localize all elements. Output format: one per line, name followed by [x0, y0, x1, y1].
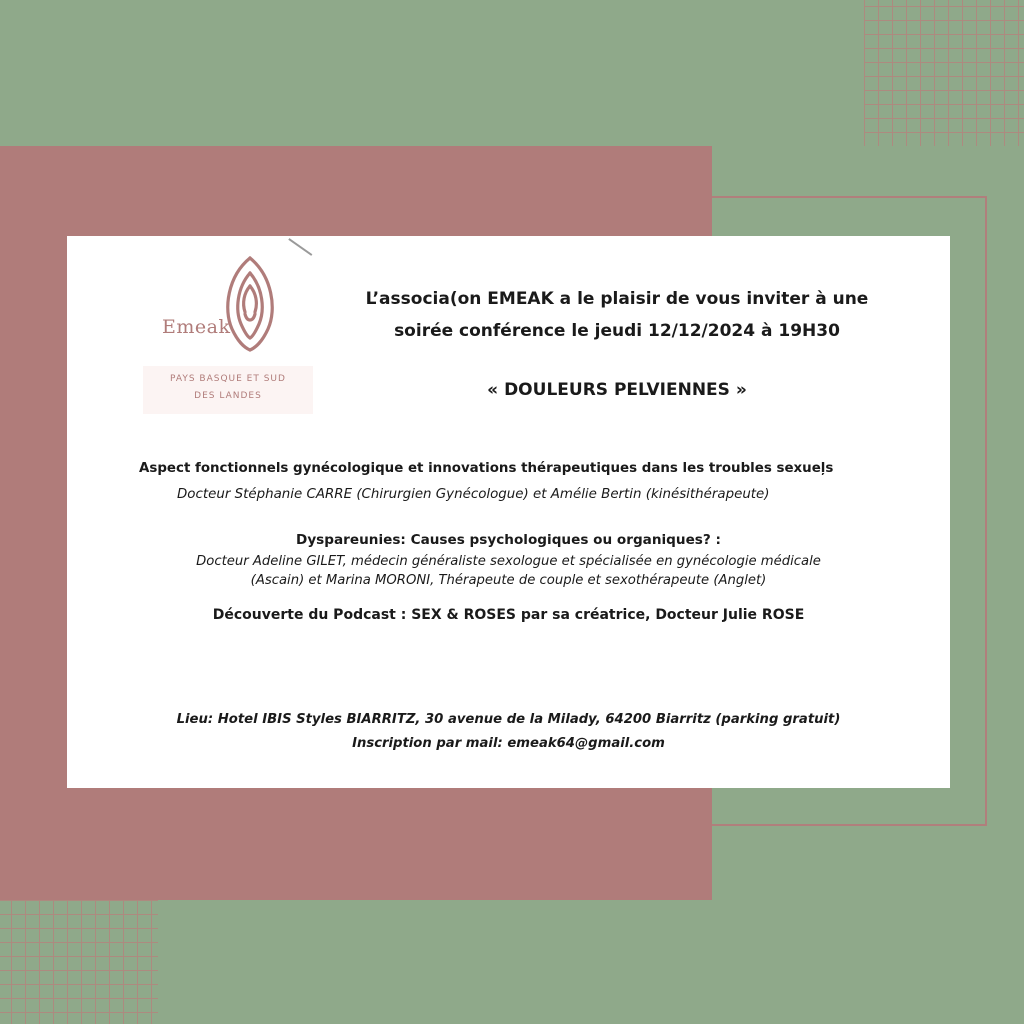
decorative-slash: [289, 238, 313, 255]
talk-2-title: Dyspareunies: Causes psychologiques ou organiques? :: [296, 532, 721, 548]
logo-tagline-line1: PAYS BASQUE ET SUD: [170, 374, 286, 384]
talk-2-speakers-line-2: (Ascain) et Marina MORONI, Thérapeute de couple et sexothérapeute (Anglet): [250, 573, 767, 588]
logo-wordmark: Emeak: [162, 316, 231, 338]
invitation-line-2: soirée conférence le jeudi 12/12/2024 à 19H30: [394, 321, 840, 341]
conference-title: « DOULEURS PELVIENNES »: [487, 380, 747, 400]
vulva-outline-icon: [159, 254, 309, 354]
logo-tagline-line2: DES LANDES: [194, 391, 262, 401]
talk-2-speakers-line-1: Docteur Adeline GILET, médecin généraliste sexologue et spécialisée en gynécologie médicale: [196, 554, 821, 569]
decorative-grid-top-right: [864, 0, 1024, 146]
invitation-line-1: L’associa(on EMEAK a le plaisir de vous inviter à une: [365, 289, 869, 309]
talk-3-podcast: Découverte du Podcast : SEX & ROSES par sa créatrice, Docteur Julie ROSE: [212, 607, 805, 623]
invitation-card: [67, 236, 950, 788]
inscription-info: Inscription par mail: emeak64@gmail.com: [352, 736, 665, 751]
decorative-grid-bottom-left: [0, 900, 158, 1024]
emeak-logo: [159, 254, 309, 354]
venue-info: Lieu: Hotel IBIS Styles BIARRITZ, 30 avenue de la Milady, 64200 Biarritz (parking gratuit): [176, 712, 841, 727]
talk-1-speakers: Docteur Stéphanie CARRE (Chirurgien Gynécologue) et Amélie Bertin (kinésithérapeute): [177, 487, 770, 502]
talk-1-title: Aspect fonctionnels gynécologique et innovations thérapeutiques dans les troubles sexueļs: [139, 461, 834, 476]
logo-tagline: [143, 366, 313, 414]
